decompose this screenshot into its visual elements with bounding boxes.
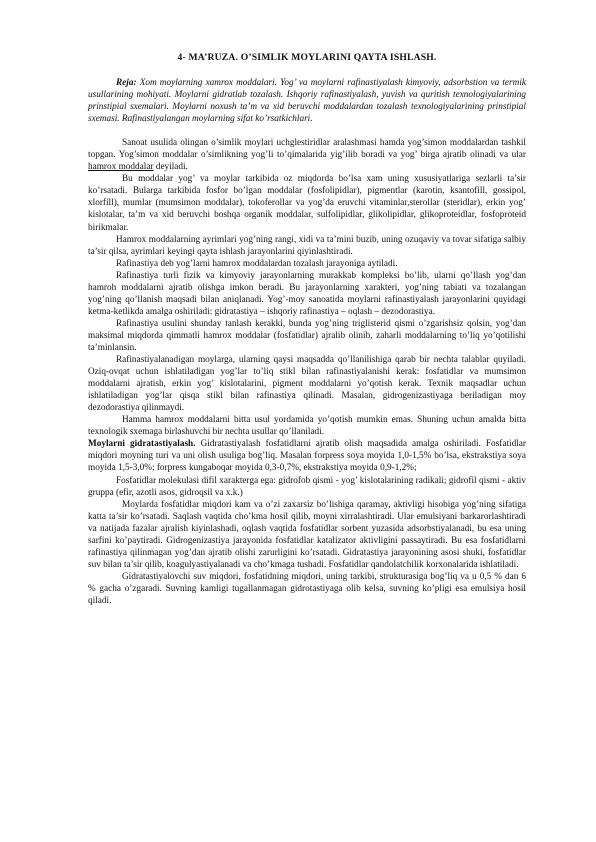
paragraph-8: Hamma hamrox moddalarni bitta usul yordamida yo’qotish mumkin emas. Shuning uchun amalda bitta texnologik sxemaga birlashuvchi bir nechta usullar qo’llaniladi. [88, 415, 526, 438]
paragraph-1-end: deyiladi. [153, 162, 188, 173]
paragraph-10: Fosfatidlar molekulasi difil xarakterga ega: gidrofob qismi - yog’ kislotalarining radikali; gidrofil qismi - aktiv gruppa (efir, azotli asos, gidroqsil va x.k.) [88, 475, 526, 498]
paragraph-1-text: Sanoat usulida olingan o’simlik moylari uchglestiridlar aralashmasi hamda yog’simon moddalardan tashkil topgan. Yog’simon moddalar o’simlikning yog’li to’qimalarida yig’ilib boradi va yog’ birga ajratib olinadi va ular [88, 138, 526, 161]
document-page [88, 52, 526, 607]
paragraph-9-text: Gidratastiyalash fosfatidlarni ajratib olish maqsadida amalga oshiriladi. Fosfatidlar miqdori moyning turi va uni olish usuliga bog’liq. Masalan forpress soya moyida 1,0-1,5% bo’lsa, ekstrakstiya soya moyida 1,5-3,0%; forpress kungaboqar moyida 0,3-0,7%, ekstrakstiya moyida 0,9-1,2%; [88, 439, 526, 474]
paragraph-1 [88, 137, 526, 173]
page-title: 4- MA’RUZA. O’SIMLIK MOYLARINI QAYTA ISHLASH. [177, 52, 437, 63]
paragraph-2: Bu moddalar yog’ va moylar tarkibida oz miqdorda bo’lsa xam uning xususiyatlariga sezlarli ta’sir ko’rsatadi. Bularga tarkibida fosfor bo’lgan moddalar (fosfolipidlar), pigmentlar (karotin, ksantofill, gossipol, xlorfill), mumlar (mumsimon moddalar), tokoferollar va yog’da eruvchi vitaminlar,sterollar (steridlar), erkin yog’ kislotalar, ta’m va xid beruvchi boshqa organik moddalar, sulfolipidlar, glikolipidlar, glikoproteidlar, fosfoproteid birikmalar. [88, 174, 526, 233]
lecture-plan [88, 77, 526, 125]
paragraph-5: Rafinastiya turli fizik va kimyoviy jarayonlarning murakkab kompleksi bo’lib, ularni qo’llash yog’dan hamroh moddalarni ajratib olishga imkon beradi. Bu jarayonlarning xarakteri, yog’ning tabiati va tozalangan yog’ning qo’llanish maqsadi bilan aniqlanadi. Yog’-moy sanoatida moylarni rafinastiyalash jarayonlarini quyidagi ketma-ketlikda amalga oshiriladi: gidratastiya – ishqoriy rafinastiya – oqlash – dezodorastiya. [88, 270, 526, 317]
paragraph-11: Moylarda fosfatidlar miqdori kam va o’zi zaxarsiz bo’lishiga qaramay, aktivligi hisobiga yog’ning sifatiga katta ta’sir ko’rsatadi. Saqlash vaqtida cho’kma hosil qilib, moyni xirralashtiradi. Ular emulsiyani barkarorlashtiradi va natijada fazalar ajralish kiyinlashadi, oqlash vaqtida fosfatidlar sorbent yuzasida adsorbstiyalanadi, bu esa uning sarfini ko’paytiradi. Gidrogenizastiya jarayonida fosfatidlar katalizator aktivligini passaytiradi. Bu esa fosfatidlarni rafinastiya qilinmagan yog’dan ajratib olishi zarurligini ko’rsatadi. Gidratastiya jarayonining asosi shuki, fosfatidlar suv bilan ta’sir qilib, koagulyastiyalanadi va cho’kmaga tushadi. Fosfatidlar qandolatchilik korxonalarida ishlatiladi. [88, 499, 526, 570]
paragraph-6: Rafinastiya usulini shunday tanlash kerakki, bunda yog’ning triglisterid qismi o’zgarishsiz qolsin, yog’dan maksimal miqdorda qimmatli hamrox moddalar (fosfatidlar) ajralib olinib, zaharli moddalarning to’liq yo’qotilishi ta’minlansin. [88, 318, 526, 353]
section-heading-hydration: Moylarni gidratastiyalash. [88, 439, 196, 450]
underlined-term: hamrox moddalar [88, 162, 154, 173]
paragraph-12: Gidratastiyalovchi suv miqdori, fosfatidning miqdori, uning tarkibi, strukturasiga bog’liq va u 0,5 % dan 6 % gacha o’zgaradi. Suvning kamligi tugallanmagan gidrotastiyaga olib kelsa, suvning ko’pligi esa emulsiya hosil qiladi. [88, 571, 526, 606]
paragraph-7: Rafinastiyalanadigan moylarga, ularning qaysi maqsadda qo’llanilishiga qarab bir nechta talablar quyiladi. Oziq-ovqat uchun ishlatiladigan yog’lar to’liq stikl bilan rafinastiyalanishi kerak: fosfatidlar va mumsimon moddalarni ajratish, erkin yog’ kislotalarini, pigment moddalarni yo’qotish kerak. Texnik maqsadlar uchun ishlatiladigan yog’lar qisqa stikl bilan rafinastiya qilinadi. Masalan, gidrogenizastiyaga beriladigan moy dezodorastiya qilinmaydi. [88, 355, 526, 414]
plan-text: Xom moylarning xamrox moddalari. Yog’ va moylarni rafinastiyalash kimyoviy, adsorbstion va termik usullarining mohiyati. Moylarni gidratlab tozalash. Ishqoriy rafinastiyalash, yuvish va quritish texnologiyalarining prinstipial sxemalari. Moylarni noxush ta’m va xid beruvchi moddalardan tozalash texnologiyalarining prinstipial sxemasi. Rafinastiyalangan moylarning sifat ko’rsatkichlari. [88, 78, 526, 125]
plan-label: Reja: [116, 78, 137, 88]
paragraph-9 [88, 438, 526, 474]
paragraph-4: Rafinastiya deb yog’larni hamrox moddalardan tozalash jarayoniga aytiladi. [116, 258, 398, 269]
paragraph-3: Hamrox moddalarning ayrimlari yog’ning rangi, xidi va ta’mini buzib, uning ozuqaviy va tovar sifatiga salbiy ta’sir qilsa, ayrimlari keyingi qayta ishlash jarayonlarini qiyinlashtiradi. [88, 234, 526, 257]
